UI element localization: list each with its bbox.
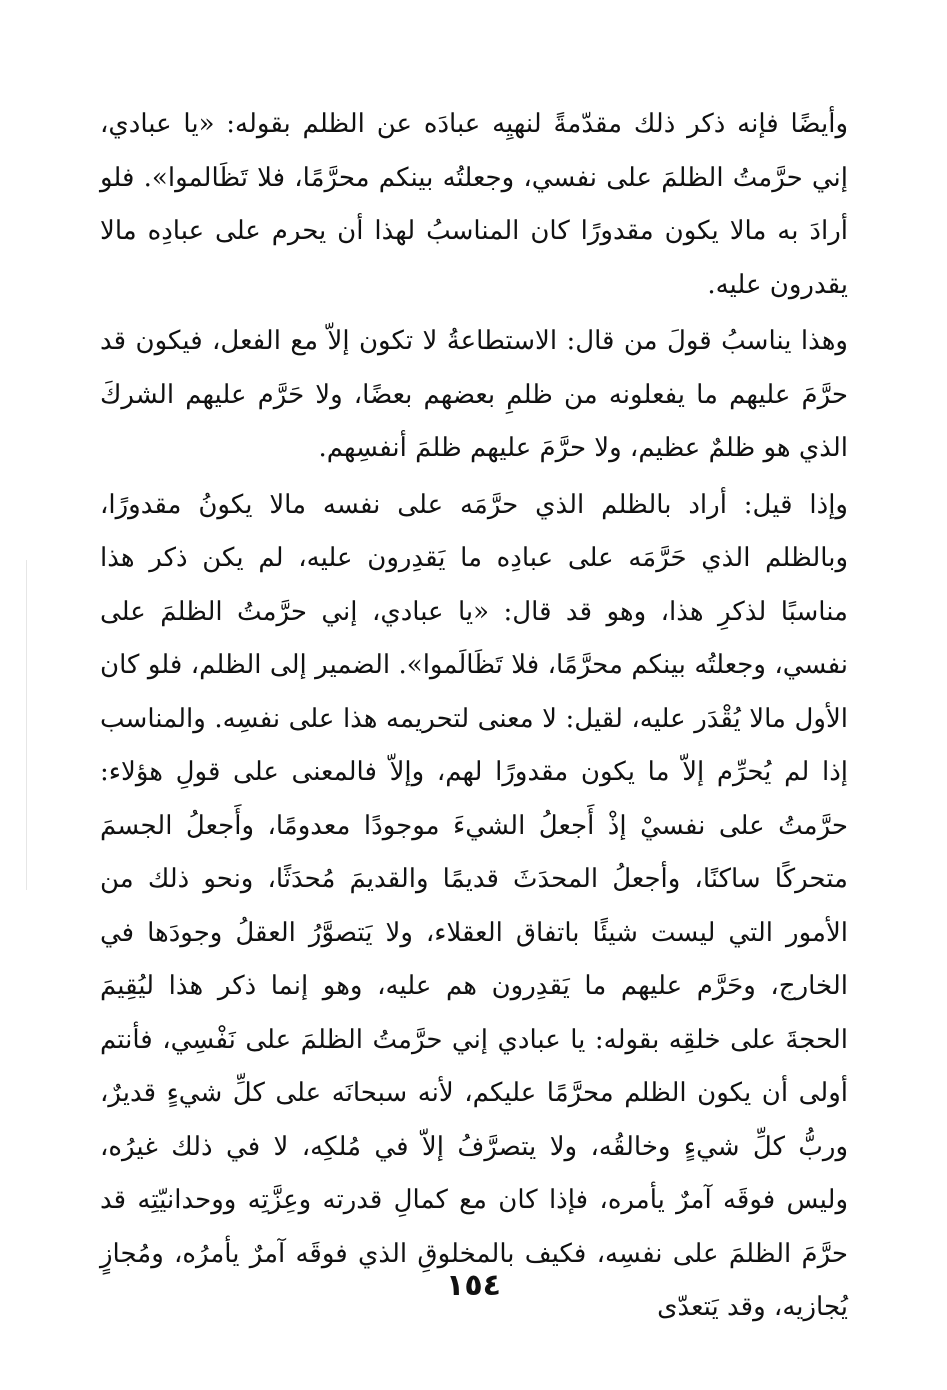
- page-body: [100, 98, 848, 1335]
- paragraph-1: وأيضًا فإنه ذكر ذلك مقدّمةً لنهيِه عبادَه عن الظلم بقوله: «يا عبادي، إني حرَّمتُ الظلمَ على نفسي، وجعلتُه بينكم محرَّمًا، فلا تَظَالموا». فلو أرادَ به مالا يكون مقدورًا كان المناسبُ لهذا أن يحرم على عبادِه مالا يقدرون عليه.: [100, 109, 848, 300]
- paragraph-2: وهذا يناسبُ قولَ من قال: الاستطاعةُ لا تكون إلاّ مع الفعل، فيكون قد حرَّمَ عليهم ما يفعلونه من ظلمِ بعضهم بعضًا، ولا حَرَّم عليهم الشركَ الذي هو ظلمٌ عظيم، ولا حرَّمَ عليهم ظلمَ أنفسِهم.: [100, 326, 848, 463]
- paragraph-3: وإذا قيل: أراد بالظلم الذي حرَّمَه على نفسه مالا يكونُ مقدورًا، وبالظلم الذي حَرَّمَه على عبادِه ما يَقدِرون عليه، لم يكن ذكر هذا مناسبًا لذكرِ هذا، وهو قد قال: «يا عبادي، إني حرَّمتُ الظلمَ على نفسي، وجعلتُه بينكم محرَّمًا، فلا تَظَالَموا». الضمير إلى الظلم، فلو كان الأول مالا يُقْدَر عليه، لقيل: لا معنى لتحريمه هذا على نفسِه. والمناسب إذا لم يُحرِّم إلاّ ما يكون مقدورًا لهم، وإلاّ فالمعنى على قولِ هؤلاء: حرَّمتُ على نفسيْ إذْ أَجعلُ الشيءَ موجودًا معدومًا، وأَجعلُ الجسمَ متحركًا ساكنًا، وأجعلُ المحدَثَ قديمًا والقديمَ مُحدَثًا، ونحو ذلك من الأمور التي ليست شيئًا باتفاق العقلاء، ولا يَتصوَّرُ العقلُ وجودَها في الخارج، وحَرَّم عليهم ما يَقدِرون هم عليه، وهو إنما ذكر هذا ليُقِيمَ الحجةَ على خلقِه بقوله: يا عبادي إني حرَّمتُ الظلمَ على نَفْسِي، فأنتم أولى أن يكون الظلم محرَّمًا عليكم، لأنه سبحانَه على كلِّ شيءٍ قديرٌ، وربُّ كلِّ شيءٍ وخالقُه، ولا يتصرَّفُ إلاّ في مُلكِه، لا في ذلك غيرُه، وليس فوقَه آمرٌ يأمره، فإذا كان مع كمالِ قدرته وعِزَّتِه ووحدانيّتِه قد حرَّمَ الظلمَ على نفسِه، فكيف بالمخلوقِ الذي فوقَه آمرٌ يأمرُه، ومُجازٍ يُجازيه، وقد يَتعدّى: [100, 489, 849, 1322]
- scan-margin-line: [26, 560, 27, 890]
- page-number: ١٥٤: [446, 1268, 501, 1303]
